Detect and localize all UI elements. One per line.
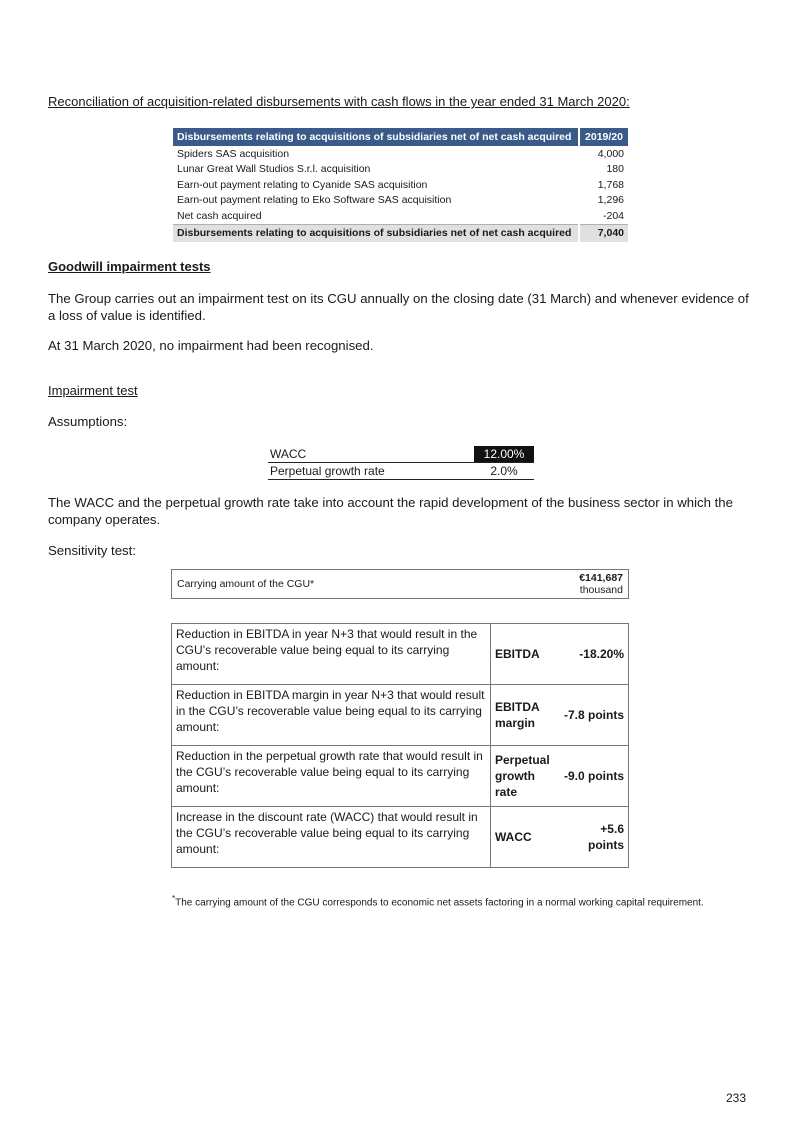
table-row [173,177,628,193]
carrying-amount-unit: thousand [579,584,623,596]
sensitivity-metric: Perpetual growth rate [491,746,560,807]
row-label: Spiders SAS acquisition [177,147,290,160]
table-row [173,208,628,224]
total-label: Disbursements relating to acquisitions of subsidiaries net of net cash acquired [173,224,579,242]
reconciliation-heading: Reconciliation of acquisition-related disbursements with cash flows in the year ended 31 March 2020: [48,94,630,109]
sensitivity-value: -18.20% [559,624,629,685]
sensitivity-description: Reduction in EBITDA margin in year N+3 that would result in the CGU’s recoverable value being equal to its carrying amount: [172,685,491,746]
assumptions-table [268,446,534,480]
carrying-amount-label: Carrying amount of the CGU* [177,578,315,590]
wacc-label: WACC [270,447,307,461]
row-label: Earn-out payment relating to Cyanide SAS acquisition [177,178,428,191]
sensitivity-metric: WACC [491,807,560,868]
table-header-row [173,128,628,146]
wacc-value: 12.00% [474,446,534,462]
sensitivity-row [172,807,629,868]
sensitivity-value: +5.6 points [559,807,629,868]
table-row [173,146,628,162]
total-value: 7,040 [579,224,628,242]
row-label: Earn-out payment relating to Eko Software SAS acquisition [177,194,452,207]
impairment-test-heading: Impairment test [48,383,138,398]
row-value: 4,000 [597,147,624,160]
growth-rate-value: 2.0% [490,464,518,478]
table-header-label: Disbursements relating to acquisitions of subsidiaries net of net cash acquired [173,128,579,146]
table-row [173,193,628,209]
row-value: 1,296 [597,194,624,207]
row-label: Net cash acquired [177,209,262,222]
footnote-text: The carrying amount of the CGU corresponds to economic net assets factoring in a normal working capital requirement. [175,897,704,909]
sensitivity-metric: EBITDA [491,624,560,685]
carrying-amount-figure: €141,687 [579,572,623,584]
paragraph-impairment-policy: The Group carries out an impairment test on its CGU annually on the closing date (31 March) and whenever evidence of a loss of value is identified. [48,291,749,323]
sensitivity-row [172,685,629,746]
divider [268,462,534,463]
table-total-row [173,224,628,242]
paragraph-no-impairment: At 31 March 2020, no impairment had been recognised. [48,338,374,353]
carrying-amount-box [171,569,629,599]
sensitivity-description: Increase in the discount rate (WACC) that would result in the CGU’s recoverable value being equal to its carrying amount: [172,807,491,868]
goodwill-heading: Goodwill impairment tests [48,259,211,274]
paragraph-wacc-context: The WACC and the perpetual growth rate take into account the rapid development of the business sector in which the company operates. [48,495,733,527]
sensitivity-label: Sensitivity test: [48,543,136,558]
row-value: 180 [606,163,624,176]
sensitivity-table [171,623,629,868]
table-header-year: 2019/20 [579,128,628,146]
carrying-amount-value [579,572,623,596]
row-value: 1,768 [597,178,624,191]
sensitivity-description: Reduction in the perpetual growth rate that would result in the CGU’s recoverable value being equal to its carrying amount: [172,746,491,807]
footnote-mark: * [172,894,176,903]
row-label: Lunar Great Wall Studios S.r.l. acquisition [177,163,371,176]
sensitivity-value: -9.0 points [559,746,629,807]
assumptions-label: Assumptions: [48,414,128,429]
sensitivity-description: Reduction in EBITDA in year N+3 that would result in the CGU’s recoverable value being equal to its carrying amount: [172,624,491,685]
page-number: 233 [726,1091,747,1105]
sensitivity-row [172,624,629,685]
sensitivity-value: -7.8 points [559,685,629,746]
footnote [172,894,772,908]
growth-rate-label: Perpetual growth rate [270,464,385,478]
row-value: -204 [602,209,624,222]
sensitivity-metric: EBITDA margin [491,685,560,746]
table-row [173,162,628,178]
disbursements-table [173,128,628,242]
sensitivity-row [172,746,629,807]
